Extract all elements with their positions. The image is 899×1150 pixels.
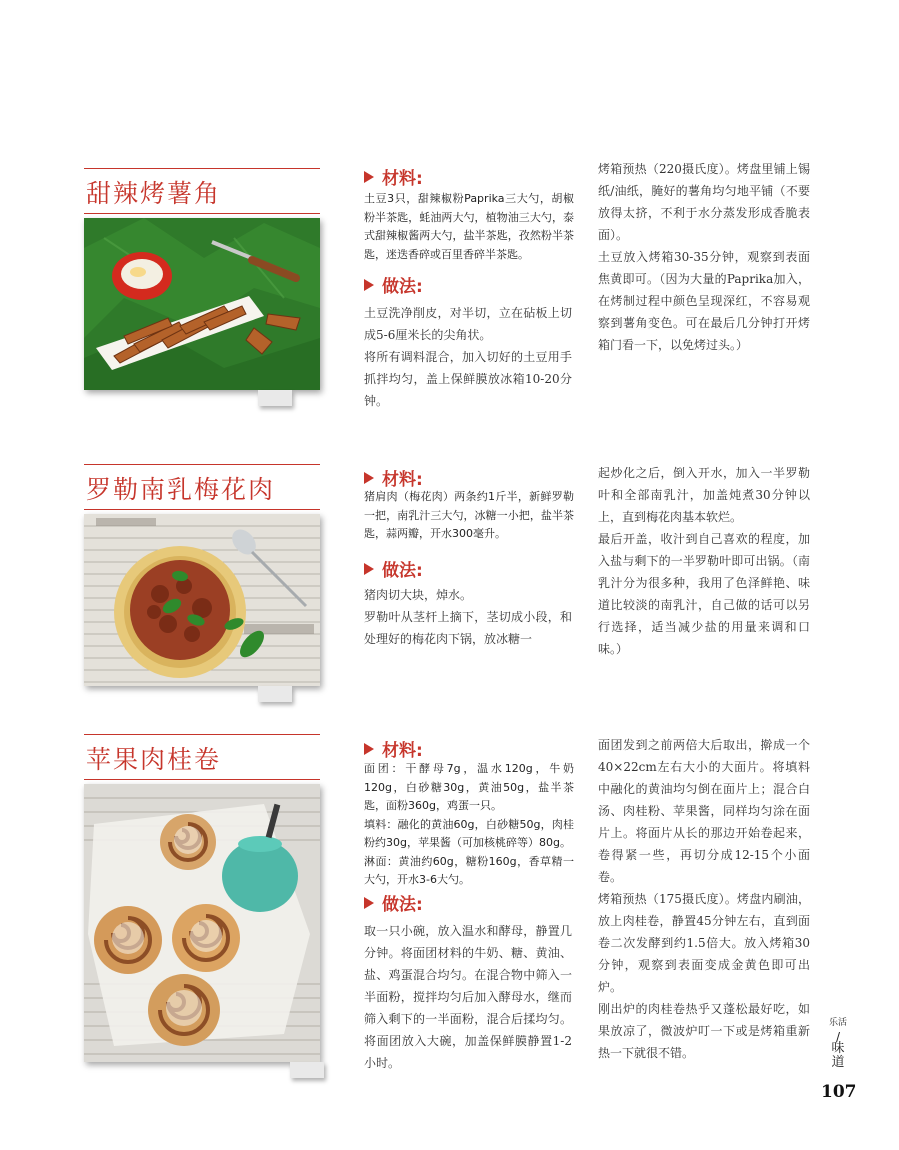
triangle-icon [364,563,374,575]
recipe-title-box [84,168,320,214]
photo-potato-wedges [84,218,320,390]
recipe-title: 甜辣烤薯角 [86,179,222,208]
materials-text: 猪肩肉（梅花肉）两条约1斤半，新鲜罗勒一把，南乳汁三大勺，冰糖一小把，盐半茶匙，蒜两瓣，开水300毫升。 [364,490,574,540]
method-text-col2: 取一只小碗，放入温水和酵母，静置几分钟。将面团材料的牛奶、糖、黄油、盐、鸡蛋混合均匀。在混合物中筛入一半面粉，搅拌均匀后加入酵母水，继而筛入剩下的一半面粉，混合后揉均匀。将面团放入大碗，加盖保鲜膜静置1-2小时。 [364,924,572,1070]
section-small-label: 乐活 [828,1018,847,1028]
materials-heading: 材料: [364,465,423,490]
method-text-col2: 猪肉切大块，焯水。 罗勒叶从茎杆上摘下，茎切成小段，和处理好的梅花肉下锅，放冰糖一 [364,588,572,646]
method-text-col3: 面团发到之前两倍大后取出，擀成一个40×22cm左右大小的大面片。将填料中融化的黄油均匀倒在面片上；混合白汤、肉桂粉、苹果酱，同样均匀涂在面片上。将面片从长的那边开始卷起来，卷得紧一些，再切分成12-15个小面卷。 烤箱预热（175摄氏度）。烤盘内刷油，放上肉桂卷，静置45分钟左右，直到面卷二次发酵到约1.5倍大。放入烤箱30分钟，观察到表面变成金黄色即可出炉。 刚出炉的肉桂卷热乎又蓬松最好吃，如果放凉了，微波炉叮一下或是烤箱重新热一下就很不错。 [598,738,810,1060]
section-main-label: 味道 [831,1041,845,1070]
triangle-icon [364,743,374,755]
method-heading: 做法: [364,556,423,581]
photo-tab [258,390,292,406]
recipe-title: 罗勒南乳梅花肉 [86,475,276,504]
method-heading: 做法: [364,272,423,297]
photo-tab [290,1062,324,1078]
photo-cinnamon-rolls [84,784,320,1062]
triangle-icon [364,279,374,291]
triangle-icon [364,472,374,484]
photo-tab [258,686,292,702]
method-text-col2: 土豆洗净削皮，对半切，立在砧板上切成5-6厘米长的尖角状。 将所有调料混合，加入切好的土豆用手抓拌均匀，盖上保鲜膜放冰箱10-20分钟。 [364,306,572,408]
page-number: 107 [821,1082,857,1102]
recipe-title-box [84,464,320,510]
materials-text: 面团：干酵母7g，温水120g，牛奶120g，白砂糖30g，黄油50g，盐半茶匙，面粉360g，鸡蛋一只。 填料：融化的黄油60g，白砂糖50g，肉桂粉约30g，苹果酱（可加核桃碎等）80g。 淋面：黄油约60g，糖粉160g，香草精一大勺，开水3-6大勺。 [364,762,574,886]
recipe-title: 苹果肉桂卷 [86,745,222,774]
materials-heading: 材料: [364,164,423,189]
section-label: 乐活 / 味道 [826,1016,850,1070]
materials-heading: 材料: [364,736,423,761]
method-heading: 做法: [364,890,423,915]
method-text-col3: 起炒化之后，倒入开水，加入一半罗勒叶和全部南乳汁，加盖炖煮30分钟以上，直到梅花肉基本软烂。 最后开盖，收汁到自己喜欢的程度，加入盐与剩下的一半罗勒叶即可出锅。（南乳汁分为很多种，我用了色泽鲜艳、味道比较淡的南乳汁，自己做的话可以另行选择，适当减少盐的用量来调和口味。） [598,466,810,656]
materials-text: 土豆3只，甜辣椒粉Paprika三大勺，胡椒粉半茶匙，蚝油两大勺，植物油三大勺，泰式甜辣椒酱两大勺，盐半茶匙，孜然粉半茶匙，迷迭香碎或百里香碎半茶匙。 [364,192,574,261]
triangle-icon [364,171,374,183]
recipe-title-box [84,734,320,780]
method-text-col3: 烤箱预热（220摄氏度）。烤盘里铺上锡纸/油纸，腌好的薯角均匀地平铺（不要放得太挤，不利于水分蒸发形成香脆表面）。 土豆放入烤箱30-35分钟，观察到表面焦黄即可。（因为大量的Paprika加入，在烤制过程中颜色呈现深红，不容易观察到薯角变色。可在最后几分钟打开烤箱门看一下，以免烤过头。） [598,162,810,352]
triangle-icon [364,897,374,909]
photo-braised-pork [84,514,320,686]
